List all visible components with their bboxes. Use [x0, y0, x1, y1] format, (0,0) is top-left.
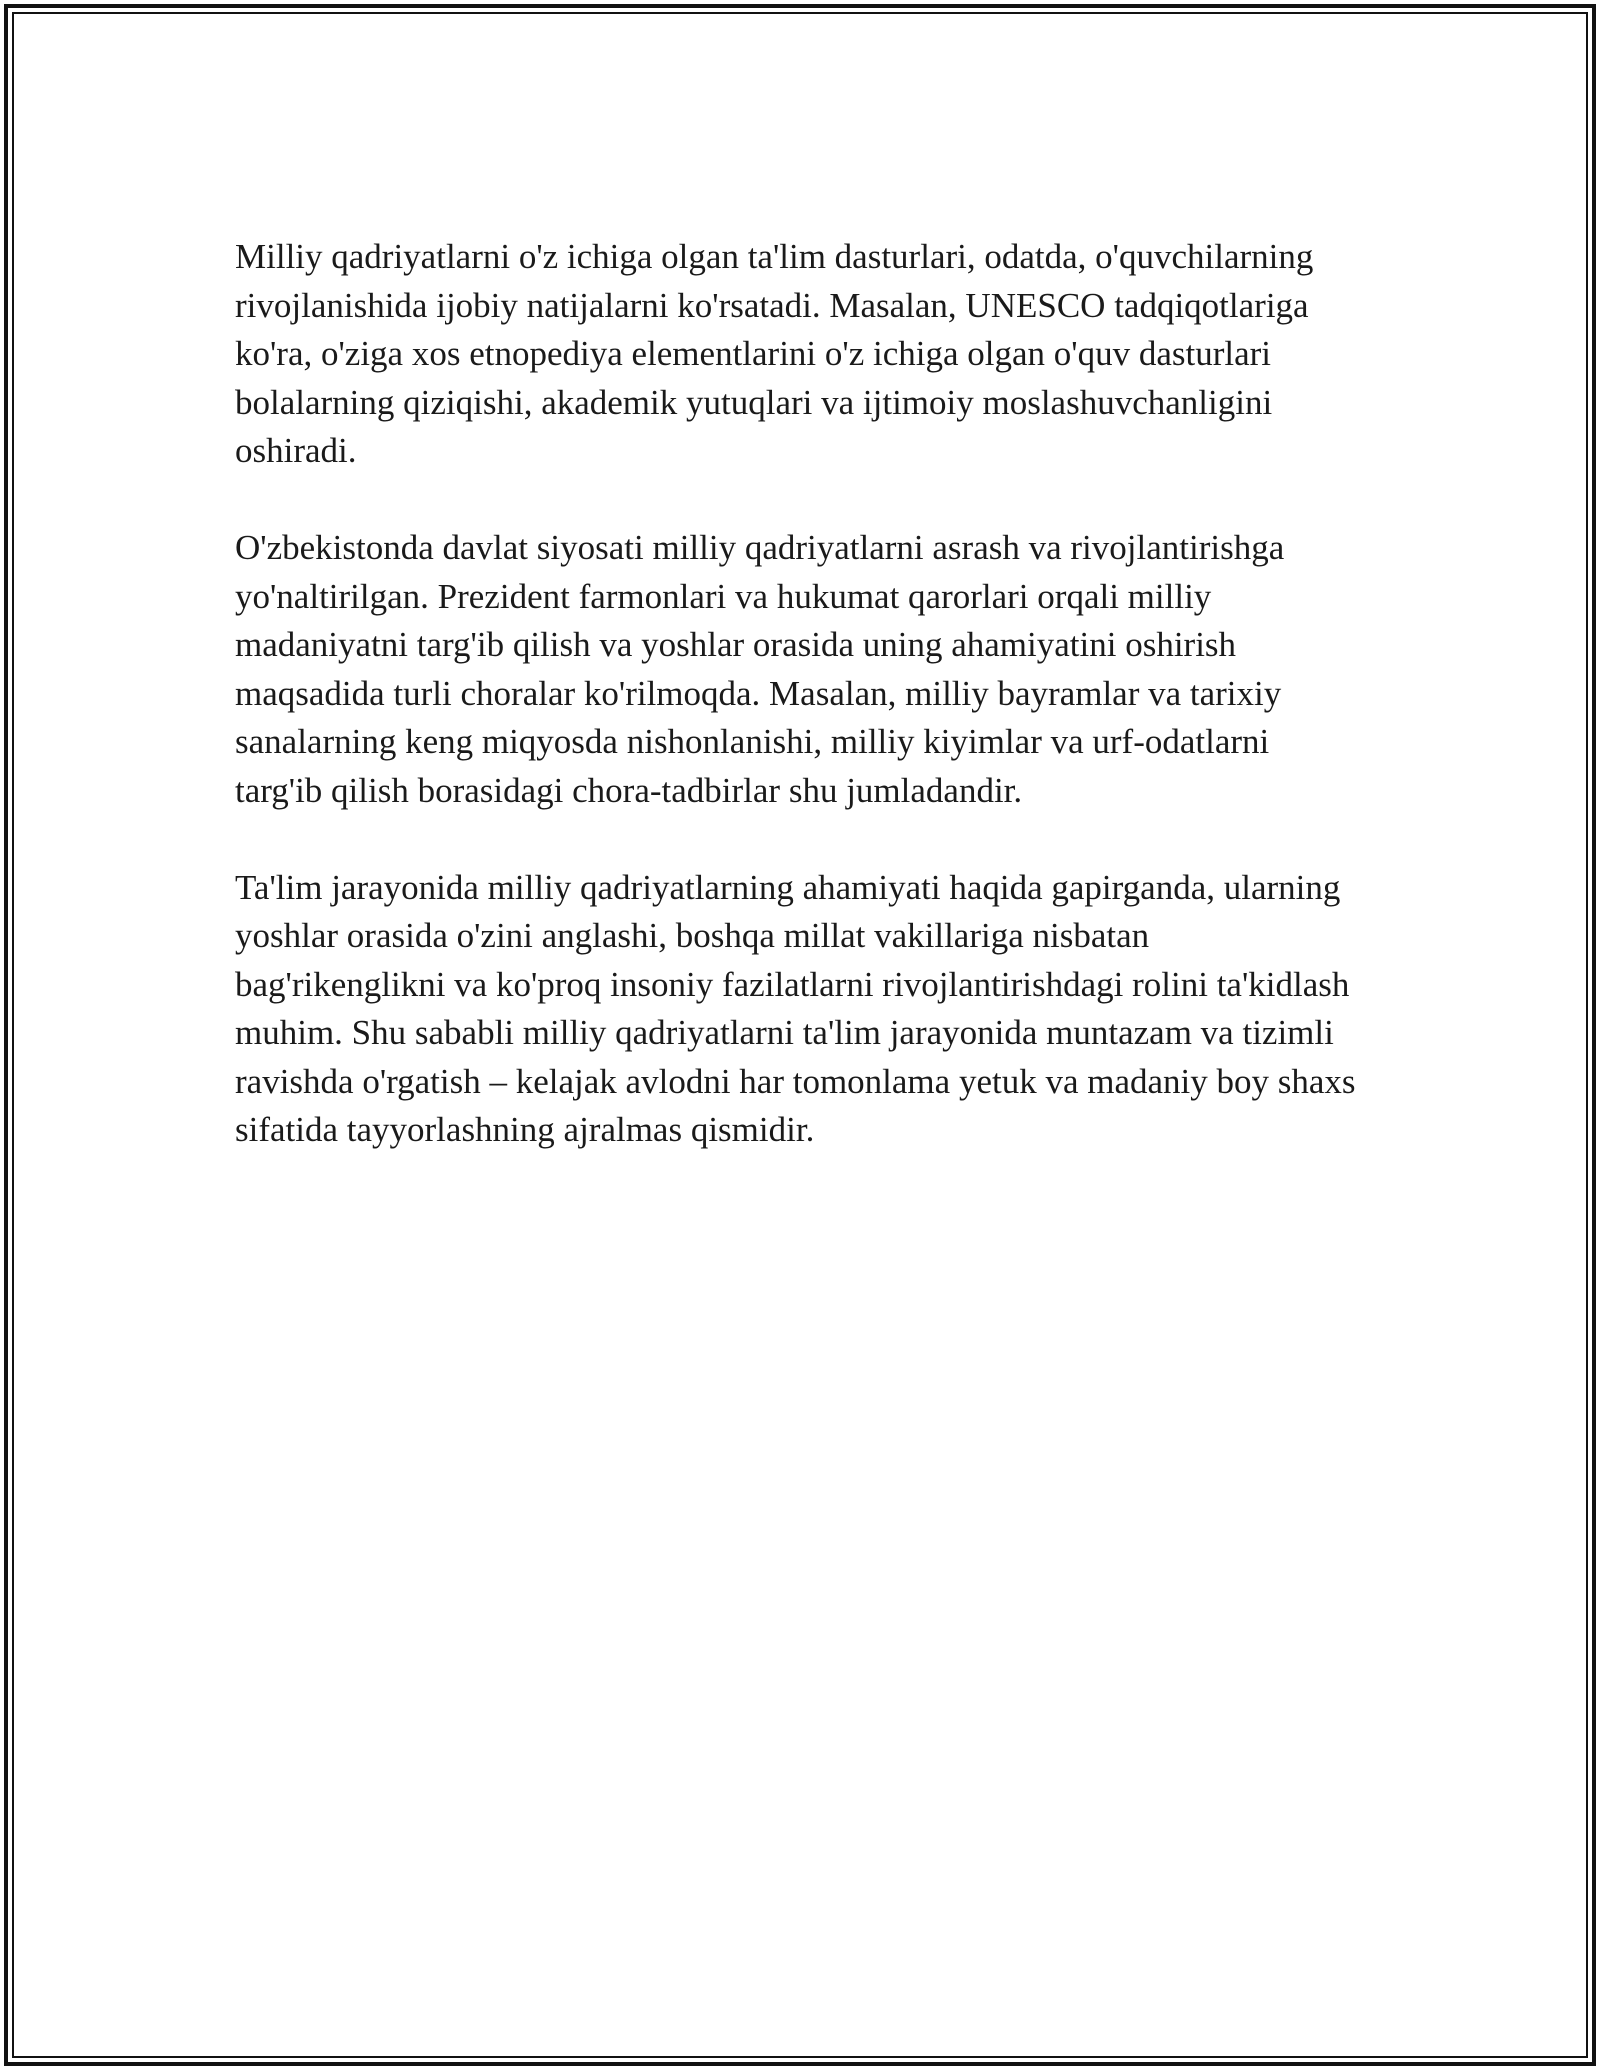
paragraph-1: Milliy qadriyatlarni o'z ichiga olgan ta'lim dasturlari, odatda, o'quvchilarning rivojlanishida ijobiy natijalarni ko'rsatadi. Masalan, UNESCO tadqiqotlariga ko'ra, o'ziga xos etnopediya elementlarini o'z ichiga olgan o'quv dasturlari bolalarning qiziqishi, akademik yutuqlari va ijtimoiy moslashuvchanligini oshiradi.	[235, 237, 1314, 470]
document-body	[235, 233, 1365, 1203]
paragraph-3: Ta'lim jarayonida milliy qadriyatlarning ahamiyati haqida gapirganda, ularning yoshlar orasida o'zini anglashi, boshqa millat vakillariga nisbatan bag'rikenglikni va ko'proq insoniy fazilatlarni rivojlantirishdagi rolini ta'kidlash muhim. Shu sababli milliy qadriyatlarni ta'lim jarayonida muntazam va tizimli ravishda o'rgatish – kelajak avlodni har tomonlama yetuk va madaniy boy shaxs sifatida tayyorlashning ajralmas qismidir.	[235, 867, 1356, 1149]
paragraph-2: O'zbekistonda davlat siyosati milliy qadriyatlarni asrash va rivojlantirishga yo'naltirilgan. Prezident farmonlari va hukumat qarorlari orqali milliy madaniyatni targ'ib qilish va yoshlar orasida uning ahamiyatini oshirish maqsadida turli choralar ko'rilmoqda. Masalan, milliy bayramlar va tarixiy sanalarning keng miqyosda nishonlanishi, milliy kiyimlar va urf-odatlarni targ'ib qilish borasidagi chora-tadbirlar shu jumladandir.	[235, 528, 1285, 810]
